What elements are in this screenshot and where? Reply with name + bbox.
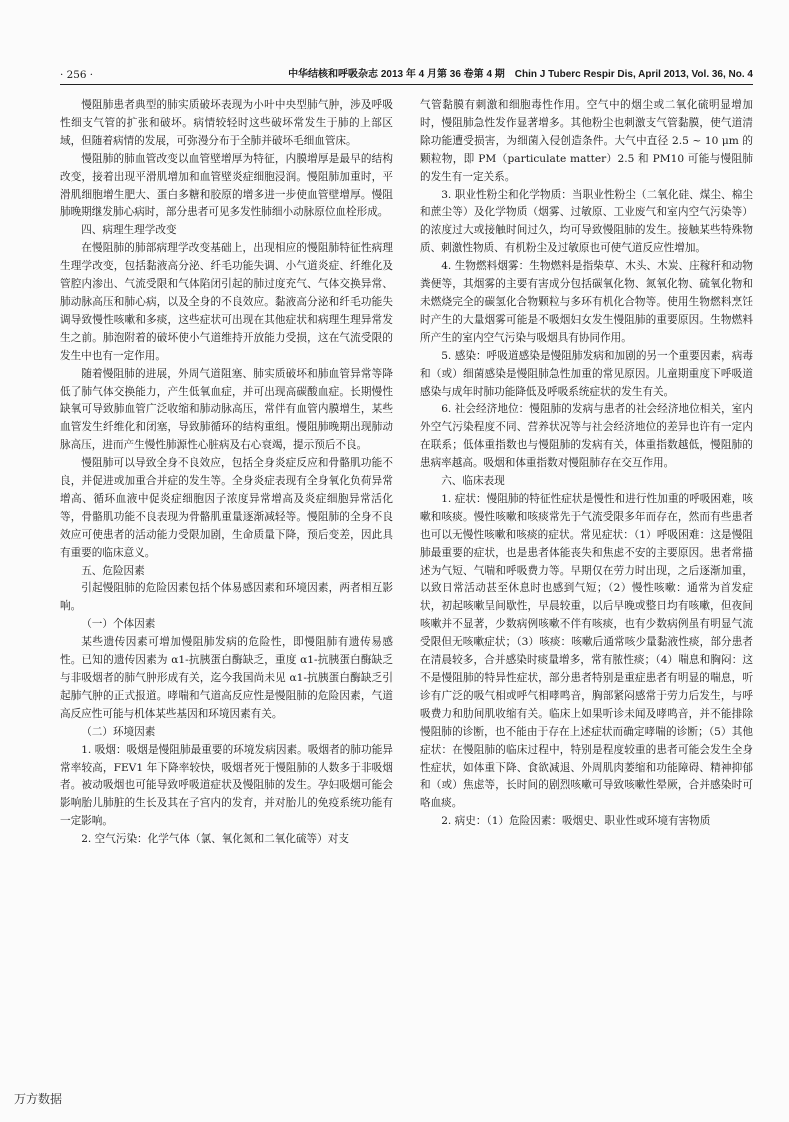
section-heading: 五、危险因素 <box>81 564 145 577</box>
paragraph: 引起慢阻肺的危险因素包括个体易感因素和环境因素，两者相互影响。 <box>60 582 393 613</box>
left-column <box>60 97 393 849</box>
paragraph: 慢阻肺的肺血管改变以血管壁增厚为特征，内膜增厚是最早的结构改变，接着出现平滑肌增加和血管壁炎症细胞浸润。慢阻肺加重时，平滑肌细胞增生肥大、蛋白多糖和胶原的增多进一步使血管壁增厚。慢阻肺晚期继发肺心病时，部分患者可见多发性肺细小动脉原位血栓形成。 <box>60 152 393 219</box>
paragraph: 5. 感染：呼吸道感染是慢阻肺发病和加剧的另一个重要因素，病毒和（或）细菌感染是慢阻肺急性加重的常见原因。儿童期重度下呼吸道感染与成年时肺功能降低及呼吸系统症状的发生有关。 <box>420 349 753 398</box>
paragraph: 6. 社会经济地位：慢阻肺的发病与患者的社会经济地位相关，室内外空气污染程度不同、营养状况等与社会经济地位的差异也许有一定内在联系；低体重指数也与慢阻肺的发病有关，体重指数越低，慢阻肺的患病率越高。吸烟和体重指数对慢阻肺存在交互作用。 <box>420 403 753 470</box>
paragraph: 1. 症状：慢阻肺的特征性症状是慢性和进行性加重的呼吸困难，咳嗽和咳痰。慢性咳嗽和咳痰常先于气流受限多年而存在，然而有些患者也可以无慢性咳嗽和咳痰的症状。常见症状：（1）呼吸困难：这是慢阻肺最重要的症状，也是患者体能丧失和焦虑不安的主要原因。患者常描述为气短、气喘和呼吸费力等。早期仅在劳力时出现，之后逐渐加重，以致日常活动甚至休息时也感到气短；（2）慢性咳嗽：通常为首发症状，初起咳嗽呈间歇性，早晨较重，以后早晚或整日均有咳嗽，但夜间咳嗽并不显著，少数病例咳嗽不伴有咳痰，也有少数病例虽有明显气流受限但无咳嗽症状；（3）咳痰：咳嗽后通常咳少量黏液性痰，部分患者在清晨较多，合并感染时痰量增多，常有脓性痰；（4）喘息和胸闷：这不是慢阻肺的特异性症状，部分患者特别是重症患者有明显的喘息，听诊有广泛的吸气相或呼气相哮鸣音，胸部紧闷感常于劳力后发生，与呼吸费力和肋间肌收缩有关。临床上如果听诊未闻及哮鸣音，并不能排除慢阻肺的诊断，也不能由于存在上述症状而确定哮喘的诊断；（5）其他症状：在慢阻肺的临床过程中，特别是程度较重的患者可能会发生全身性症状，如体重下降、食欲减退、外周肌肉萎缩和功能障碍、精神抑郁和（或）焦虑等，长时间的剧烈咳嗽可导致咳嗽性晕厥，合并感染时可咯血痰。 <box>420 492 753 810</box>
running-header <box>60 66 753 85</box>
paragraph: 气管黏膜有刺激和细胞毒性作用。空气中的烟尘或二氧化硫明显增加时，慢阻肺急性发作显著增多。其他粉尘也刺激支气管黏膜，使气道清除功能遭受损害，为细菌入侵创造条件。大气中直径 2.5 ~ 10 μm 的颗粒物，即 PM（particulate matter）2.5 和 PM10 可能与慢阻肺的发生有一定关系。 <box>420 99 753 183</box>
journal-citation: 中华结核和呼吸杂志 2013 年 4 月第 36 卷第 4 期 Chin J Tuberc Respir Dis, April 2013, Vol. 36, No. 4 <box>288 69 753 80</box>
paragraph: 在慢阻肺的肺部病理学改变基础上，出现相应的慢阻肺特征性病理生理学改变，包括黏液高分泌、纤毛功能失调、小气道炎症、纤维化及管腔内渗出、气流受限和气体陷闭引起的肺过度充气、气体交换异常、肺动脉高压和肺心病，以及全身的不良效应。黏液高分泌和纤毛功能失调导致慢性咳嗽和多痰，这些症状可出现在其他症状和病理生理异常发生之前。肺泡附着的破坏使小气道维持开放能力受损，这在气流受限的发生中也有一定作用。 <box>60 242 393 362</box>
paragraph: 2. 病史：（1）危险因素：吸烟史、职业性或环境有害物质 <box>441 815 711 828</box>
subsection-heading: （一）个体因素 <box>81 618 156 631</box>
paragraph: 某些遗传因素可增加慢阻肺发病的危险性，即慢阻肺有遗传易感性。已知的遗传因素为 α1-抗胰蛋白酶缺乏，重度 α1-抗胰蛋白酶缺乏与非吸烟者的肺气肿形成有关，迄今我国尚未见 α1-抗胰蛋白酶缺乏引起肺气肿的正式报道。哮喘和气道高反应性是慢阻肺的危险因素，气道高反应性可能与机体某些基因和环境因素有关。 <box>60 636 393 720</box>
paragraph: 慢阻肺可以导致全身不良效应，包括全身炎症反应和骨骼肌功能不良，并促进或加重合并症的发生等。全身炎症表现有全身氧化负荷异常增高、循环血液中促炎症细胞因子浓度异常增高及炎症细胞异常活化等，骨骼肌功能不良表现为骨骼肌重量逐渐减轻等。慢阻肺的全身不良效应可使患者的活动能力受限加剧，生命质量下降，预后变差，因此具有重要的临床意义。 <box>60 457 393 559</box>
paragraph: 慢阻肺患者典型的肺实质破坏表现为小叶中央型肺气肿，涉及呼吸性细支气管的扩张和破坏。病情较轻时这些破坏常发生于肺的上部区域，但随着病情的发展，可弥漫分布于全肺并破坏毛细血管床。 <box>60 99 393 147</box>
page-number: · 256 · <box>60 69 94 81</box>
right-column <box>420 97 753 831</box>
section-heading: 四、病理生理学改变 <box>81 224 177 237</box>
paragraph: 1. 吸烟：吸烟是慢阻肺最重要的环境发病因素。吸烟者的肺功能异常率较高，FEV1 年下降率较快，吸烟者死于慢阻肺的人数多于非吸烟者。被动吸烟也可能导致呼吸道症状及慢阻肺的发生。孕妇吸烟可能会影响胎儿肺脏的生长及其在子宫内的发育，并对胎儿的免疫系统功能有一定影响。 <box>60 743 393 828</box>
watermark: 万方数据 <box>14 1092 63 1106</box>
paragraph: 4. 生物燃料烟雾：生物燃料是指柴草、木头、木炭、庄稼秆和动物粪便等，其烟雾的主要有害成分包括碳氧化物、氮氧化物、硫氧化物和未燃烧完全的碳氢化合物颗粒与多环有机化合物等。使用生物燃料烹饪时产生的大量烟雾可能是不吸烟妇女发生慢阻肺的重要原因。生物燃料所产生的室内空气污染与吸烟具有协同作用。 <box>420 260 753 344</box>
paragraph: 随着慢阻肺的进展，外周气道阻塞、肺实质破坏和肺血管异常等降低了肺气体交换能力，产生低氧血症，并可出现高碳酸血症。长期慢性缺氧可导致肺血管广泛收缩和肺动脉高压，常伴有血管内膜增生，某些血管发生纤维化和闭塞，导致肺循环的结构重组。慢阻肺晚期出现肺动脉高压，进而产生慢性肺源性心脏病及右心衰竭，提示预后不良。 <box>60 367 393 452</box>
paragraph: 3. 职业性粉尘和化学物质：当职业性粉尘（二氧化硅、煤尘、棉尘和蔗尘等）及化学物质（烟雾、过敏原、工业废气和室内空气污染等）的浓度过大或接触时间过久，均可导致慢阻肺的发生。接触某些特殊物质、刺激性物质、有机粉尘及过敏原也可使气道反应性增加。 <box>420 188 753 255</box>
section-heading: 六、临床表现 <box>441 475 505 488</box>
subsection-heading: （二）环境因素 <box>81 725 156 738</box>
paragraph: 2. 空气污染：化学气体（氯、氧化氮和二氧化硫等）对支 <box>81 833 349 846</box>
